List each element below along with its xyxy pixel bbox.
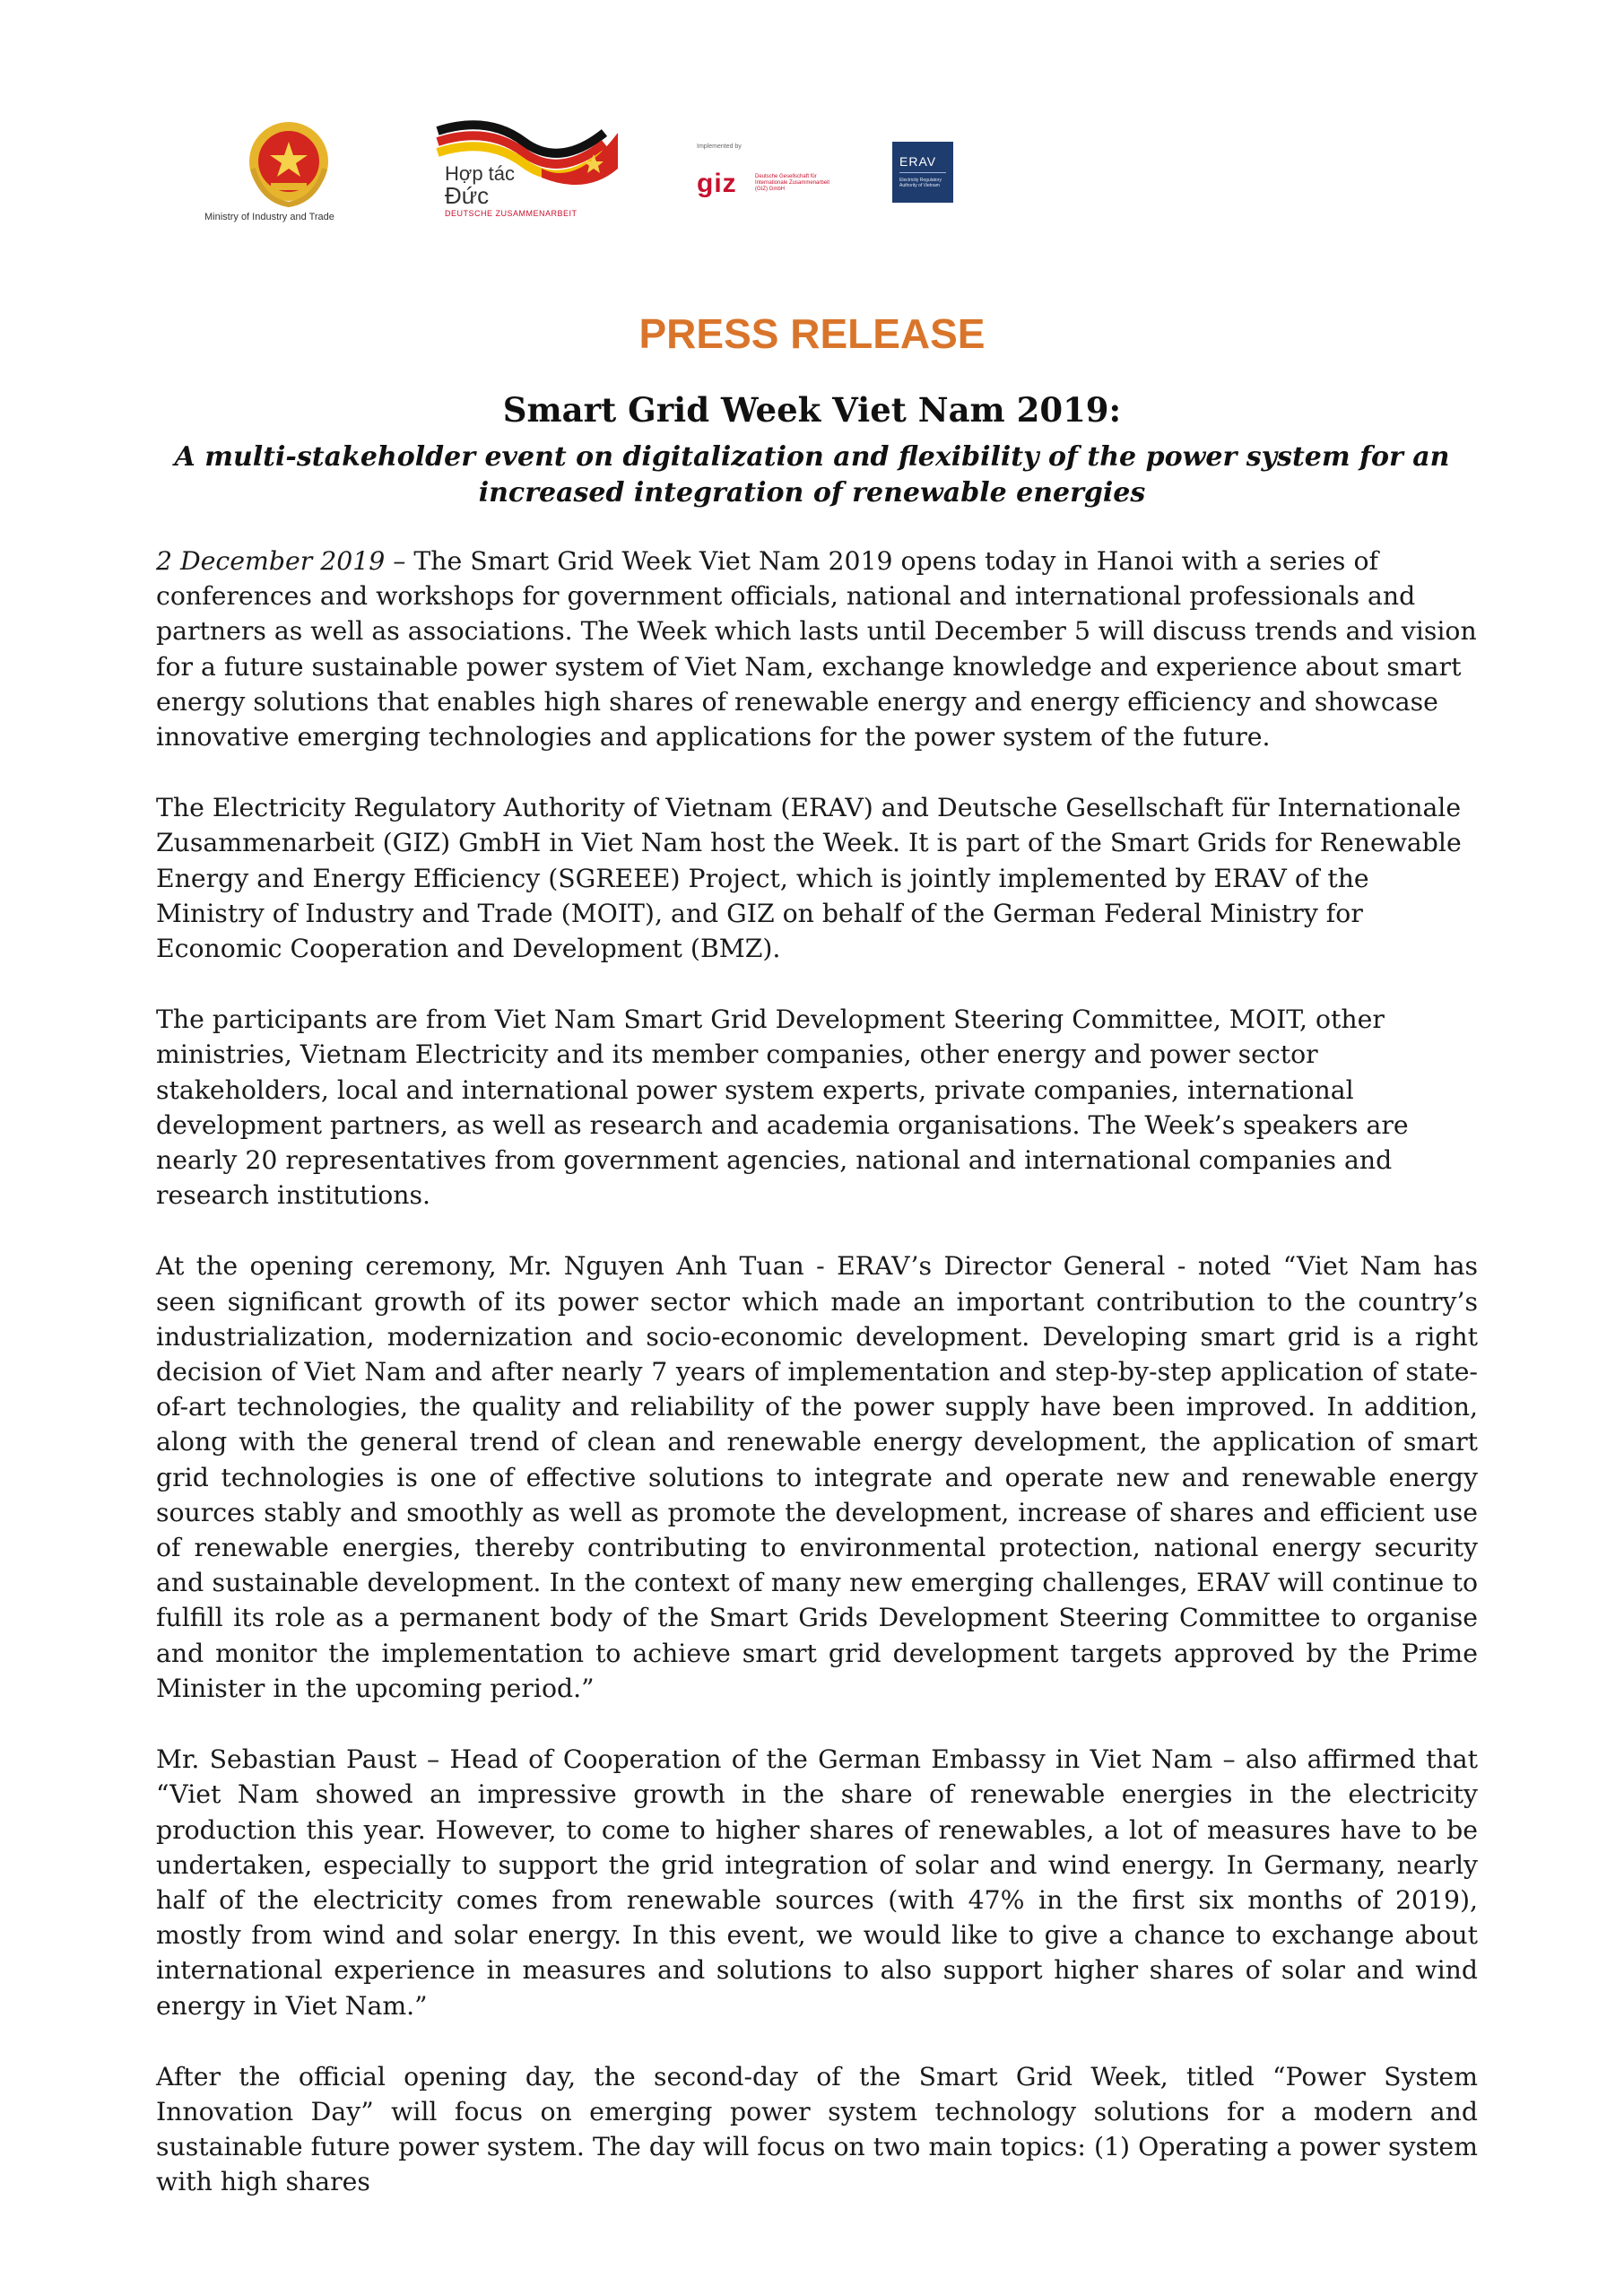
paragraph-2: The Electricity Regulatory Authority of Vietnam (ERAV) and Deutsche Gesellschaft für Internationale Zusammenarbeit (GIZ) GmbH in Viet Nam host the Week. It is part of the Smart Grids for Renewable Energy and Energy Efficiency (SGREEE) Project, which is jointly implemented by ERAV of the Ministry of Industry and Trade (MOIT), and GIZ on behalf of the German Federal Ministry for Economic Cooperation and Development (BMZ). [156, 793, 1462, 964]
press-release-label: PRESS RELEASE [638, 310, 986, 357]
giz-logo-subtext: Deutsche Gesellschaft für Internationale Zusammenarbeit (GIZ) GmbH [755, 174, 830, 193]
paragraph-1-text: – The Smart Grid Week Viet Nam 2019 opens today in Hanoi with a series of conferences and workshops for government officials, national and international professionals and partners as well as associations. The Week which lasts until December 5 will discuss trends and vision for a future sustainable power system of Viet Nam, exchange knowledge and experience about smart energy solutions that enables high shares of renewable energy and energy efficiency and showcase innovative emerging technologies and applications for the power system of the future. [156, 546, 1477, 752]
vietnam-emblem-logo [235, 115, 343, 213]
hoptac-line1: Hợp tác [445, 162, 516, 185]
implemented-by-label: Implemented by [697, 144, 742, 150]
erav-logo-rule [899, 172, 946, 173]
body-text [156, 544, 1478, 2236]
paragraph-1 [156, 544, 1478, 754]
german-cooperation-text [445, 163, 578, 219]
hoptac-line2: Đức [445, 182, 490, 210]
paragraph-5: Mr. Sebastian Paust – Head of Cooperation of the German Embassy in Viet Nam – also affirmed that “Viet Nam showed an impressive growth in the share of renewable energies in the electricity production this year. However, to come to higher shares of renewables, a lot of measures have to be undertaken, especially to support the grid integration of solar and wind energy. In Germany, nearly half of the electricity comes from renewable sources (with 47% in the first six months of 2019), mostly from wind and solar energy. In this event, we would like to give a chance to exchange about international experience in measures and solutions to also support higher shares of solar and wind energy in Viet Nam.” [156, 1744, 1478, 2021]
release-date: 2 December 2019 [156, 546, 386, 576]
giz-logo: giz [697, 169, 737, 198]
document-subtitle: A multi-stakeholder event on digitalization and flexibility of the power system for an increased integration of renewable energies [174, 441, 1450, 509]
erav-logo-subtext: Electricity Regulatory Authority of Vietnam [899, 178, 942, 188]
ministry-caption: Ministry of Industry and Trade [204, 212, 334, 222]
erav-logo [892, 142, 953, 203]
document-title: Smart Grid Week Viet Nam 2019: [502, 390, 1122, 430]
paragraph-6: After the official opening day, the second-day of the Smart Grid Week, titled “Power System Innovation Day” will focus on emerging power system technology solutions for a modern and sustainable future power system. The day will focus on two main topics: (1) Operating a power system with high shares [156, 2061, 1478, 2197]
paragraph-4: At the opening ceremony, Mr. Nguyen Anh Tuan - ERAV’s Director General - noted “Viet Nam has seen significant growth of its power sector which made an important contribution to the country’s industrialization, modernization and socio-economic development. Developing smart grid is a right decision of Viet Nam and after nearly 7 years of implementation and step-by-step application of state-of-art technologies, the quality and reliability of the power supply have been improved. In addition, along with the general trend of clean and renewable energy development, the application of smart grid technologies is one of effective solutions to integrate and operate new and renewable energy sources stably and smoothly as well as promote the development, increase of shares and efficient use of renewable energies, thereby contributing to environmental protection, national energy security and sustainable development. In the context of many new emerging challenges, ERAV will continue to fulfill its role as a permanent body of the Smart Grids Development Steering Committee to organise and monitor the implementation to achieve smart grid development targets approved by the Prime Minister in the upcoming period.” [156, 1251, 1478, 1703]
hoptac-line3: DEUTSCHE ZUSAMMENARBEIT [445, 209, 578, 219]
erav-logo-text: ERAV [899, 154, 937, 169]
paragraph-3: The participants are from Viet Nam Smart Grid Development Steering Committee, MOIT, other ministries, Vietnam Electricity and its member companies, other energy and power sector stakeholders, local and international power system experts, private companies, international development partners, as well as research and academia organisations. The Week’s speakers are nearly 20 representatives from government agencies, national and international companies and research institutions. [156, 1004, 1409, 1211]
